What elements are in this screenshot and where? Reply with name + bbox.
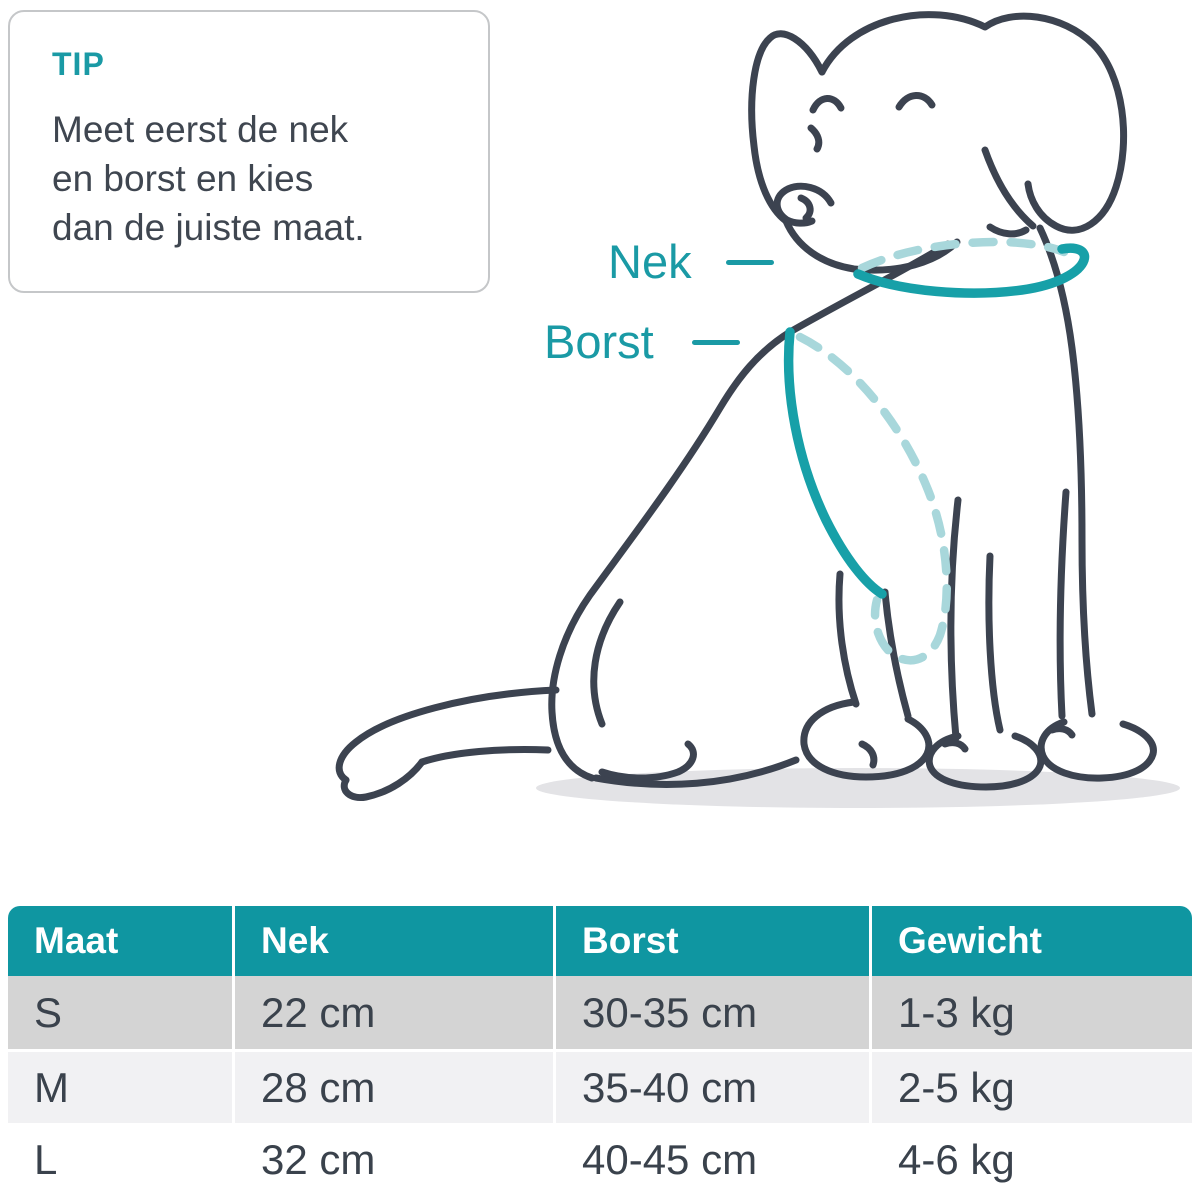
tip-heading: TIP xyxy=(52,46,105,82)
chest-measure-dashed-line xyxy=(800,337,947,660)
table-cell: L xyxy=(34,1135,58,1183)
chest-label: Borst xyxy=(544,315,654,368)
table-cell: 1-3 kg xyxy=(869,976,1192,1049)
table-cell: M xyxy=(34,1063,69,1111)
tip-text-line: en borst en kies xyxy=(52,158,314,199)
table-cell: 32 cm xyxy=(232,1126,553,1193)
size-table xyxy=(8,906,1192,1193)
table-cell: 30-35 cm xyxy=(553,976,869,1049)
table-cell: 2-5 kg xyxy=(869,1052,1192,1123)
table-cell: S xyxy=(34,988,63,1036)
table-cell: 35-40 cm xyxy=(553,1052,869,1123)
table-cell: 40-45 cm xyxy=(553,1126,869,1193)
header-cell-maat: Maat xyxy=(34,920,119,961)
table-cell: 4-6 kg xyxy=(869,1126,1192,1193)
table-row-m xyxy=(8,1049,1192,1123)
visible-measure-lines xyxy=(789,248,1085,594)
header-cell-gewicht: Gewicht xyxy=(869,906,1192,976)
dog-outline xyxy=(339,15,1153,798)
table-row-l xyxy=(8,1123,1192,1193)
size-table-header-row xyxy=(8,906,1192,976)
neck-pointer-dash xyxy=(726,260,774,265)
tip-text-line: dan de juiste maat. xyxy=(52,207,365,248)
chest-measure-line xyxy=(789,332,882,594)
neck-measure-dashed-line xyxy=(862,242,1064,268)
header-cell-nek: Nek xyxy=(232,906,553,976)
table-cell: 28 cm xyxy=(232,1052,553,1123)
header-cell-borst: Borst xyxy=(553,906,869,976)
neck-label: Nek xyxy=(608,235,692,288)
table-cell: 22 cm xyxy=(232,976,553,1049)
tip-text-line: Meet eerst de nek xyxy=(52,109,349,150)
chest-pointer-dash xyxy=(692,340,740,345)
table-row-s xyxy=(8,976,1192,1049)
